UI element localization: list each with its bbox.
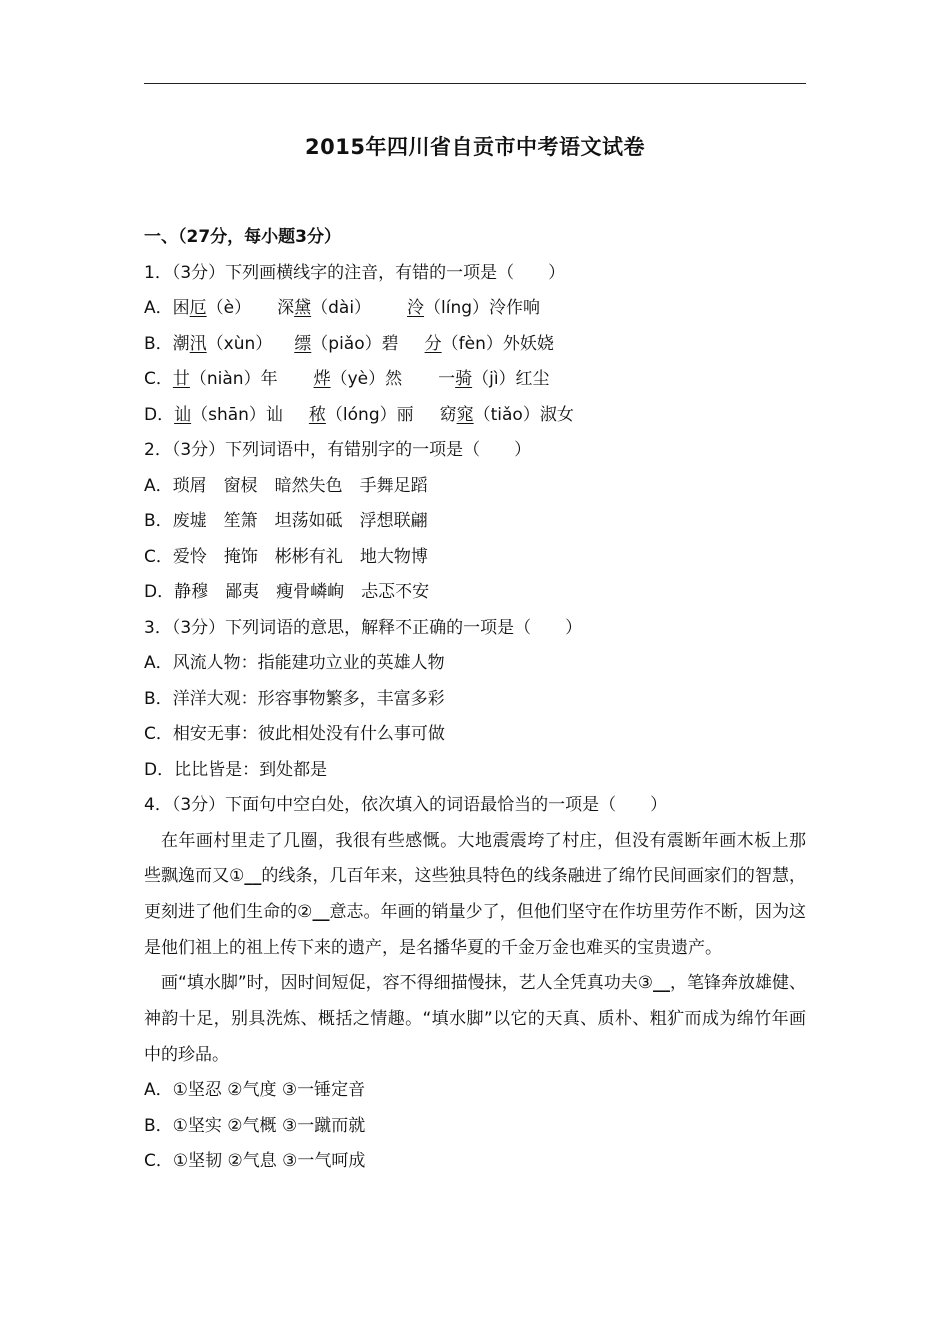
question-2-option-a: A．琐屑 窗棂 暗然失色 手舞足蹈 xyxy=(144,475,428,496)
word-text: 潮 xyxy=(172,333,190,354)
question-2-stem: 2．（3分）下列词语中，有错别字的一项是（ ） xyxy=(144,440,532,460)
passage-text: 在年画村里走了几圈，我很有些感慨。大地震震垮了村庄，但没有震断年画木板上那些飘逸而又① xyxy=(144,830,806,887)
question-3-option-a: A．风流人物：指能建功立业的英雄人物 xyxy=(144,653,445,673)
pinyin-text: （dài） xyxy=(311,298,372,318)
header-rule xyxy=(144,83,806,84)
passage-text: 画“填水脚”时，因时间短促，容不得细描慢抹，艺人全凭真功夫③ xyxy=(161,973,653,994)
pinyin-text: （líng）泠作响 xyxy=(424,298,541,318)
passage-text: 意志。年画的销量少了，但他们坚守在作坊里劳作不断，因为这是他们祖上的祖上传下来的遗产，是名播华夏的千金万金也难买的宝贵遗产。 xyxy=(144,901,806,958)
question-3-option-c: C．相安无事：彼此相处没有什么事可做 xyxy=(144,724,445,744)
underlined-char: 烨 xyxy=(313,369,331,389)
underlined-char: 汛 xyxy=(189,333,207,354)
option-label: A． xyxy=(144,298,173,318)
question-4-stem: 4．（3分）下面句中空白处，依次填入的词语最恰当的一项是（ ） xyxy=(144,795,668,815)
passage-text: ，笔锋奔放雄健、神韵十足，别具洗炼、概括之情趣。“填水脚”以它的天真、质朴、粗犷而成为绵竹年画中的珍品。 xyxy=(144,973,806,1065)
pinyin-text: （niàn）年 xyxy=(189,369,278,389)
fill-blank-1: __ xyxy=(244,866,262,887)
question-4-option-c: C．①坚韧 ②气息 ③一气呵成 xyxy=(144,1151,366,1172)
question-1-option-a xyxy=(144,291,806,327)
underlined-char: 骑 xyxy=(455,369,473,389)
question-2-option-b: B．废墟 笙箫 坦荡如砥 浮想联翩 xyxy=(144,511,428,531)
question-1-option-d xyxy=(144,398,806,434)
question-2-option-c: C．爱怜 掩饰 彬彬有礼 地大物博 xyxy=(144,546,428,567)
question-3-option-d: D．比比皆是：到处都是 xyxy=(144,759,328,780)
page-title: 2015年四川省自贡市中考语文试卷 xyxy=(305,135,645,159)
underlined-char: 分 xyxy=(424,333,442,354)
pinyin-text: （è） xyxy=(206,298,252,318)
question-3-option-b: B．洋洋大观：形容事物繁多，丰富多彩 xyxy=(144,688,445,709)
section-heading: 一、（27分，每小题3分） xyxy=(144,227,341,247)
pinyin-text: （fèn）外妖娆 xyxy=(441,333,554,354)
question-2-option-d: D．静穆 鄙夷 瘦骨嶙峋 忐忑不安 xyxy=(144,582,430,602)
word-text: 一 xyxy=(438,369,456,389)
pinyin-text: （piǎo）碧 xyxy=(311,333,399,354)
option-label: B． xyxy=(144,333,173,354)
underlined-char: 讪 xyxy=(174,404,192,425)
question-4-passage-2 xyxy=(144,966,806,1073)
question-3-stem: 3．（3分）下列词语的意思，解释不正确的一项是（ ） xyxy=(144,617,583,638)
word-text: 窈 xyxy=(439,404,457,425)
underlined-char: 厄 xyxy=(189,298,207,318)
exam-content xyxy=(144,220,806,1180)
pinyin-text: （shān）讪 xyxy=(191,404,283,425)
underlined-char: 秾 xyxy=(308,404,326,425)
pinyin-text: （yè）然 xyxy=(330,369,403,389)
question-4-option-b: B．①坚实 ②气概 ③一蹴而就 xyxy=(144,1115,366,1136)
fill-blank-3: __ xyxy=(652,973,670,994)
underlined-char: 泠 xyxy=(407,298,425,318)
passage-text: 的线条，几百年来，这些独具特色的线条融进了绵竹民间画家们的智慧，更刻进了他们生命的② xyxy=(144,866,806,922)
pinyin-text: （tiǎo）淑女 xyxy=(473,404,574,425)
word-text: 困 xyxy=(172,298,190,318)
word-text: 深 xyxy=(277,298,295,318)
underlined-char: 缥 xyxy=(294,333,312,354)
underlined-char: 黛 xyxy=(294,298,312,318)
option-label: D． xyxy=(144,404,175,425)
question-4-option-a: A．①坚忍 ②气度 ③一锤定音 xyxy=(144,1080,366,1101)
question-4-passage-1 xyxy=(144,824,806,967)
underlined-char: 窕 xyxy=(456,404,474,425)
fill-blank-2: __ xyxy=(312,901,330,922)
question-1-option-b xyxy=(144,327,806,363)
question-1-stem: 1．（3分）下列画横线字的注音，有错的一项是（ ） xyxy=(144,262,566,283)
pinyin-text: （xùn） xyxy=(206,333,273,354)
pinyin-text: （lóng）丽 xyxy=(325,404,414,425)
option-label: C． xyxy=(144,369,173,389)
pinyin-text: （jì）红尘 xyxy=(472,369,550,389)
underlined-char: 廿 xyxy=(172,369,190,389)
question-1-option-c xyxy=(144,362,806,398)
